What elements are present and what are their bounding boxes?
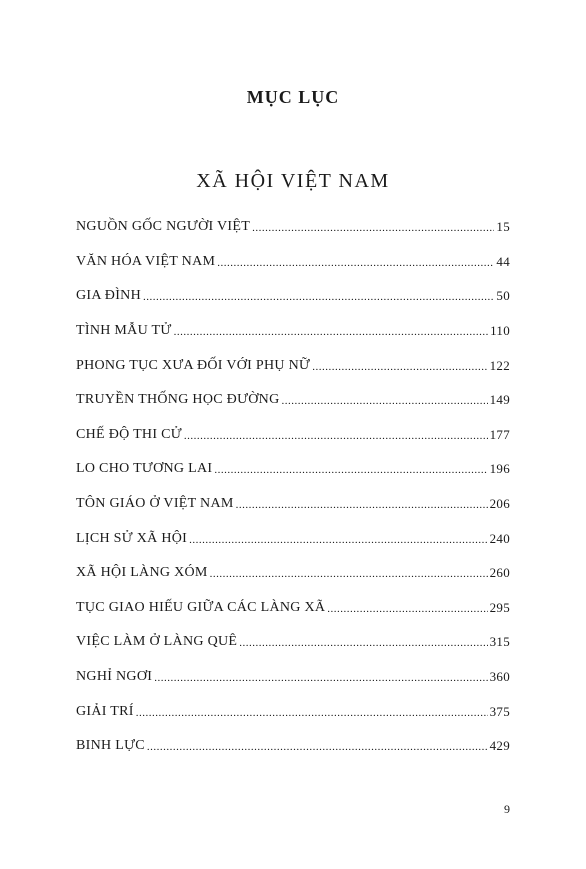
toc-entry-page: 149 <box>489 392 510 408</box>
toc-entry-label: TÔN GIÁO Ở VIỆT NAM <box>76 496 234 512</box>
toc-entry-page: 315 <box>489 634 510 650</box>
page-number: 9 <box>504 802 510 816</box>
toc-entry[interactable] <box>76 314 510 349</box>
toc-entry-label: TRUYỀN THỐNG HỌC ĐƯỜNG <box>76 392 280 408</box>
toc-entry-label: GIA ĐÌNH <box>76 288 142 304</box>
toc-entry-label: VĂN HÓA VIỆT NAM <box>76 253 216 269</box>
toc-entry-page: 122 <box>489 357 510 373</box>
toc-entry-page: 240 <box>489 530 510 546</box>
toc-entry-label: VIỆC LÀM Ở LÀNG QUÊ <box>76 634 238 650</box>
toc-entry-page: 196 <box>489 461 510 477</box>
toc-leader-dots <box>184 428 488 442</box>
toc-entry-page: 295 <box>489 599 510 615</box>
toc-entry-label: TÌNH MẪU TỬ <box>76 323 172 339</box>
toc-entry[interactable] <box>76 279 510 314</box>
toc-entry[interactable] <box>76 625 510 660</box>
toc-entry[interactable] <box>76 521 510 556</box>
toc-entry[interactable] <box>76 591 510 626</box>
toc-entry-page: 260 <box>489 565 510 581</box>
toc-entry[interactable] <box>76 348 510 383</box>
toc-entry[interactable] <box>76 418 510 453</box>
toc-leader-dots <box>312 359 487 373</box>
section-title: XÃ HỘI VIỆT NAM <box>196 170 390 192</box>
toc-entry-page: 375 <box>489 703 510 719</box>
toc-entry[interactable] <box>76 452 510 487</box>
toc-entry-page: 206 <box>489 496 510 512</box>
toc-entry-page: 429 <box>489 738 510 754</box>
toc-leader-dots <box>236 497 488 511</box>
toc-entry[interactable] <box>76 556 510 591</box>
toc-entry[interactable] <box>76 729 510 764</box>
toc-leader-dots <box>327 601 487 615</box>
toc-entry[interactable] <box>76 245 510 280</box>
toc-entry-label: LỊCH SỬ XÃ HỘI <box>76 530 188 546</box>
toc-entry-page: 44 <box>496 253 510 269</box>
toc-leader-dots <box>136 705 488 719</box>
toc-entry[interactable] <box>76 383 510 418</box>
toc-entry[interactable] <box>76 694 510 729</box>
toc-entry-label: CHẾ ĐỘ THI CỬ <box>76 426 182 442</box>
toc-leader-dots <box>217 255 494 269</box>
toc-entry-label: BINH LỰC <box>76 738 145 754</box>
toc-entry-page: 50 <box>496 288 510 304</box>
toc-entry-page: 15 <box>496 219 510 235</box>
toc-leader-dots <box>189 532 487 546</box>
toc-entry-label: GIẢI TRÍ <box>76 703 134 719</box>
toc-leader-dots <box>143 289 494 303</box>
toc-leader-dots <box>210 566 488 580</box>
toc-leader-dots <box>214 462 487 476</box>
page-title: MỤC LỤC <box>246 87 340 107</box>
toc-entry[interactable] <box>76 210 510 245</box>
toc-entry-page: 177 <box>489 426 510 442</box>
toc-leader-dots <box>239 635 487 649</box>
toc-entry-page: 110 <box>490 323 510 339</box>
toc-entry-label: XÃ HỘI LÀNG XÓM <box>76 565 208 581</box>
toc-leader-dots <box>154 670 487 684</box>
toc-leader-dots <box>174 324 489 338</box>
toc-entry-page: 360 <box>489 669 510 685</box>
toc-leader-dots <box>252 220 494 234</box>
toc-entry-label: LO CHO TƯƠNG LAI <box>76 461 213 477</box>
toc-entry-label: PHONG TỤC XƯA ĐỐI VỚI PHỤ NỮ <box>76 357 311 373</box>
toc-leader-dots <box>147 739 488 753</box>
toc-entry-label: NGUỒN GỐC NGƯỜI VIỆT <box>76 219 251 235</box>
toc-entry-label: NGHỈ NGƠI <box>76 669 153 685</box>
toc-entry-label: TỤC GIAO HIẾU GIỮA CÁC LÀNG XÃ <box>76 599 326 615</box>
toc-entry[interactable] <box>76 487 510 522</box>
table-of-contents <box>76 210 510 764</box>
toc-leader-dots <box>281 393 487 407</box>
toc-entry[interactable] <box>76 660 510 695</box>
